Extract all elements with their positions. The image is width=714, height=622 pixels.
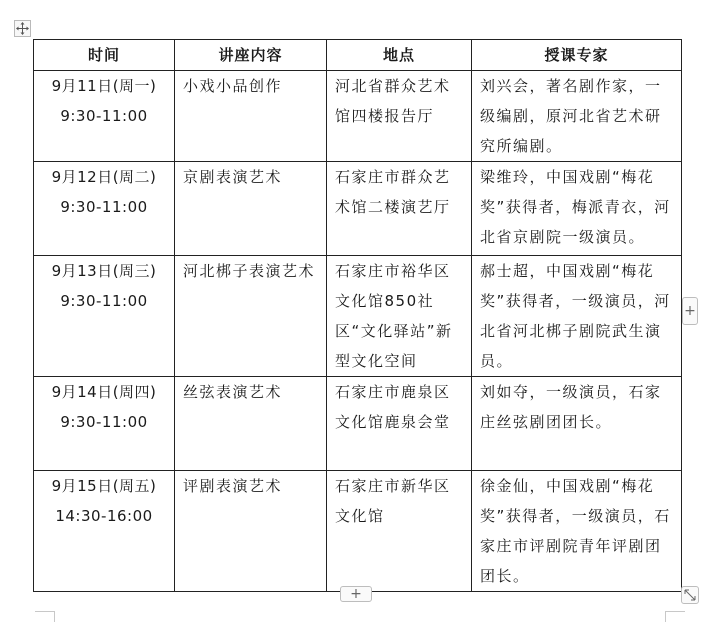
expert-cell[interactable]: 刘兴会，著名剧作家，一级编剧，原河北省艺术研究所编剧。 <box>472 71 682 162</box>
location-cell[interactable]: 石家庄市群众艺术馆二楼演艺厅 <box>327 162 472 256</box>
move-arrows-icon <box>15 21 30 36</box>
expert-cell[interactable]: 徐金仙，中国戏剧“梅花奖”获得者，一级演员，石家庄市评剧院青年评剧团团长。 <box>472 471 682 592</box>
plus-icon: + <box>684 303 696 319</box>
location-cell[interactable]: 石家庄市鹿泉区文化馆鹿泉会堂 <box>327 377 472 471</box>
time-cell[interactable] <box>34 377 175 471</box>
date-text: 9月11日(周一) <box>51 77 157 95</box>
table-row <box>34 256 682 377</box>
page-margin-corner-left <box>35 611 55 622</box>
time-cell[interactable] <box>34 471 175 592</box>
time-cell[interactable] <box>34 162 175 256</box>
header-expert[interactable]: 授课专家 <box>472 40 682 71</box>
header-location[interactable]: 地点 <box>327 40 472 71</box>
date-text: 9月13日(周三) <box>51 262 157 280</box>
add-column-button[interactable] <box>682 297 698 325</box>
time-text: 14:30-16:00 <box>55 507 153 525</box>
time-cell[interactable] <box>34 256 175 377</box>
lecture-schedule-table <box>33 39 682 592</box>
date-text: 9月12日(周二) <box>51 168 157 186</box>
topic-cell[interactable]: 京剧表演艺术 <box>175 162 327 256</box>
table-row <box>34 162 682 256</box>
location-cell[interactable]: 河北省群众艺术馆四楼报告厅 <box>327 71 472 162</box>
time-text: 9:30-11:00 <box>60 107 148 125</box>
expert-cell[interactable]: 梁维玲，中国戏剧“梅花奖”获得者，梅派青衣，河北省京剧院一级演员。 <box>472 162 682 256</box>
table-row <box>34 377 682 471</box>
table-row <box>34 71 682 162</box>
page-margin-corner-right <box>665 611 685 622</box>
table-resize-handle[interactable] <box>681 586 699 604</box>
location-cell[interactable]: 石家庄市裕华区文化馆850社区“文化驿站”新型文化空间 <box>327 256 472 377</box>
diagonal-resize-icon <box>682 587 698 603</box>
table-row <box>34 471 682 592</box>
topic-cell[interactable]: 评剧表演艺术 <box>175 471 327 592</box>
topic-cell[interactable]: 小戏小品创作 <box>175 71 327 162</box>
expert-cell[interactable]: 刘如夺，一级演员，石家庄丝弦剧团团长。 <box>472 377 682 471</box>
expert-cell[interactable]: 郝士超，中国戏剧“梅花奖”获得者，一级演员，河北省河北梆子剧院武生演员。 <box>472 256 682 377</box>
header-time[interactable]: 时间 <box>34 40 175 71</box>
date-text: 9月14日(周四) <box>51 383 157 401</box>
add-row-button[interactable] <box>340 586 372 602</box>
time-cell[interactable] <box>34 71 175 162</box>
header-topic[interactable]: 讲座内容 <box>175 40 327 71</box>
table-header-row <box>34 40 682 71</box>
time-text: 9:30-11:00 <box>60 198 148 216</box>
date-text: 9月15日(周五) <box>51 477 157 495</box>
plus-icon: + <box>350 586 362 602</box>
time-text: 9:30-11:00 <box>60 413 148 431</box>
table-move-handle[interactable] <box>14 20 31 37</box>
topic-cell[interactable]: 丝弦表演艺术 <box>175 377 327 471</box>
topic-cell[interactable]: 河北梆子表演艺术 <box>175 256 327 377</box>
time-text: 9:30-11:00 <box>60 292 148 310</box>
location-cell[interactable]: 石家庄市新华区文化馆 <box>327 471 472 592</box>
